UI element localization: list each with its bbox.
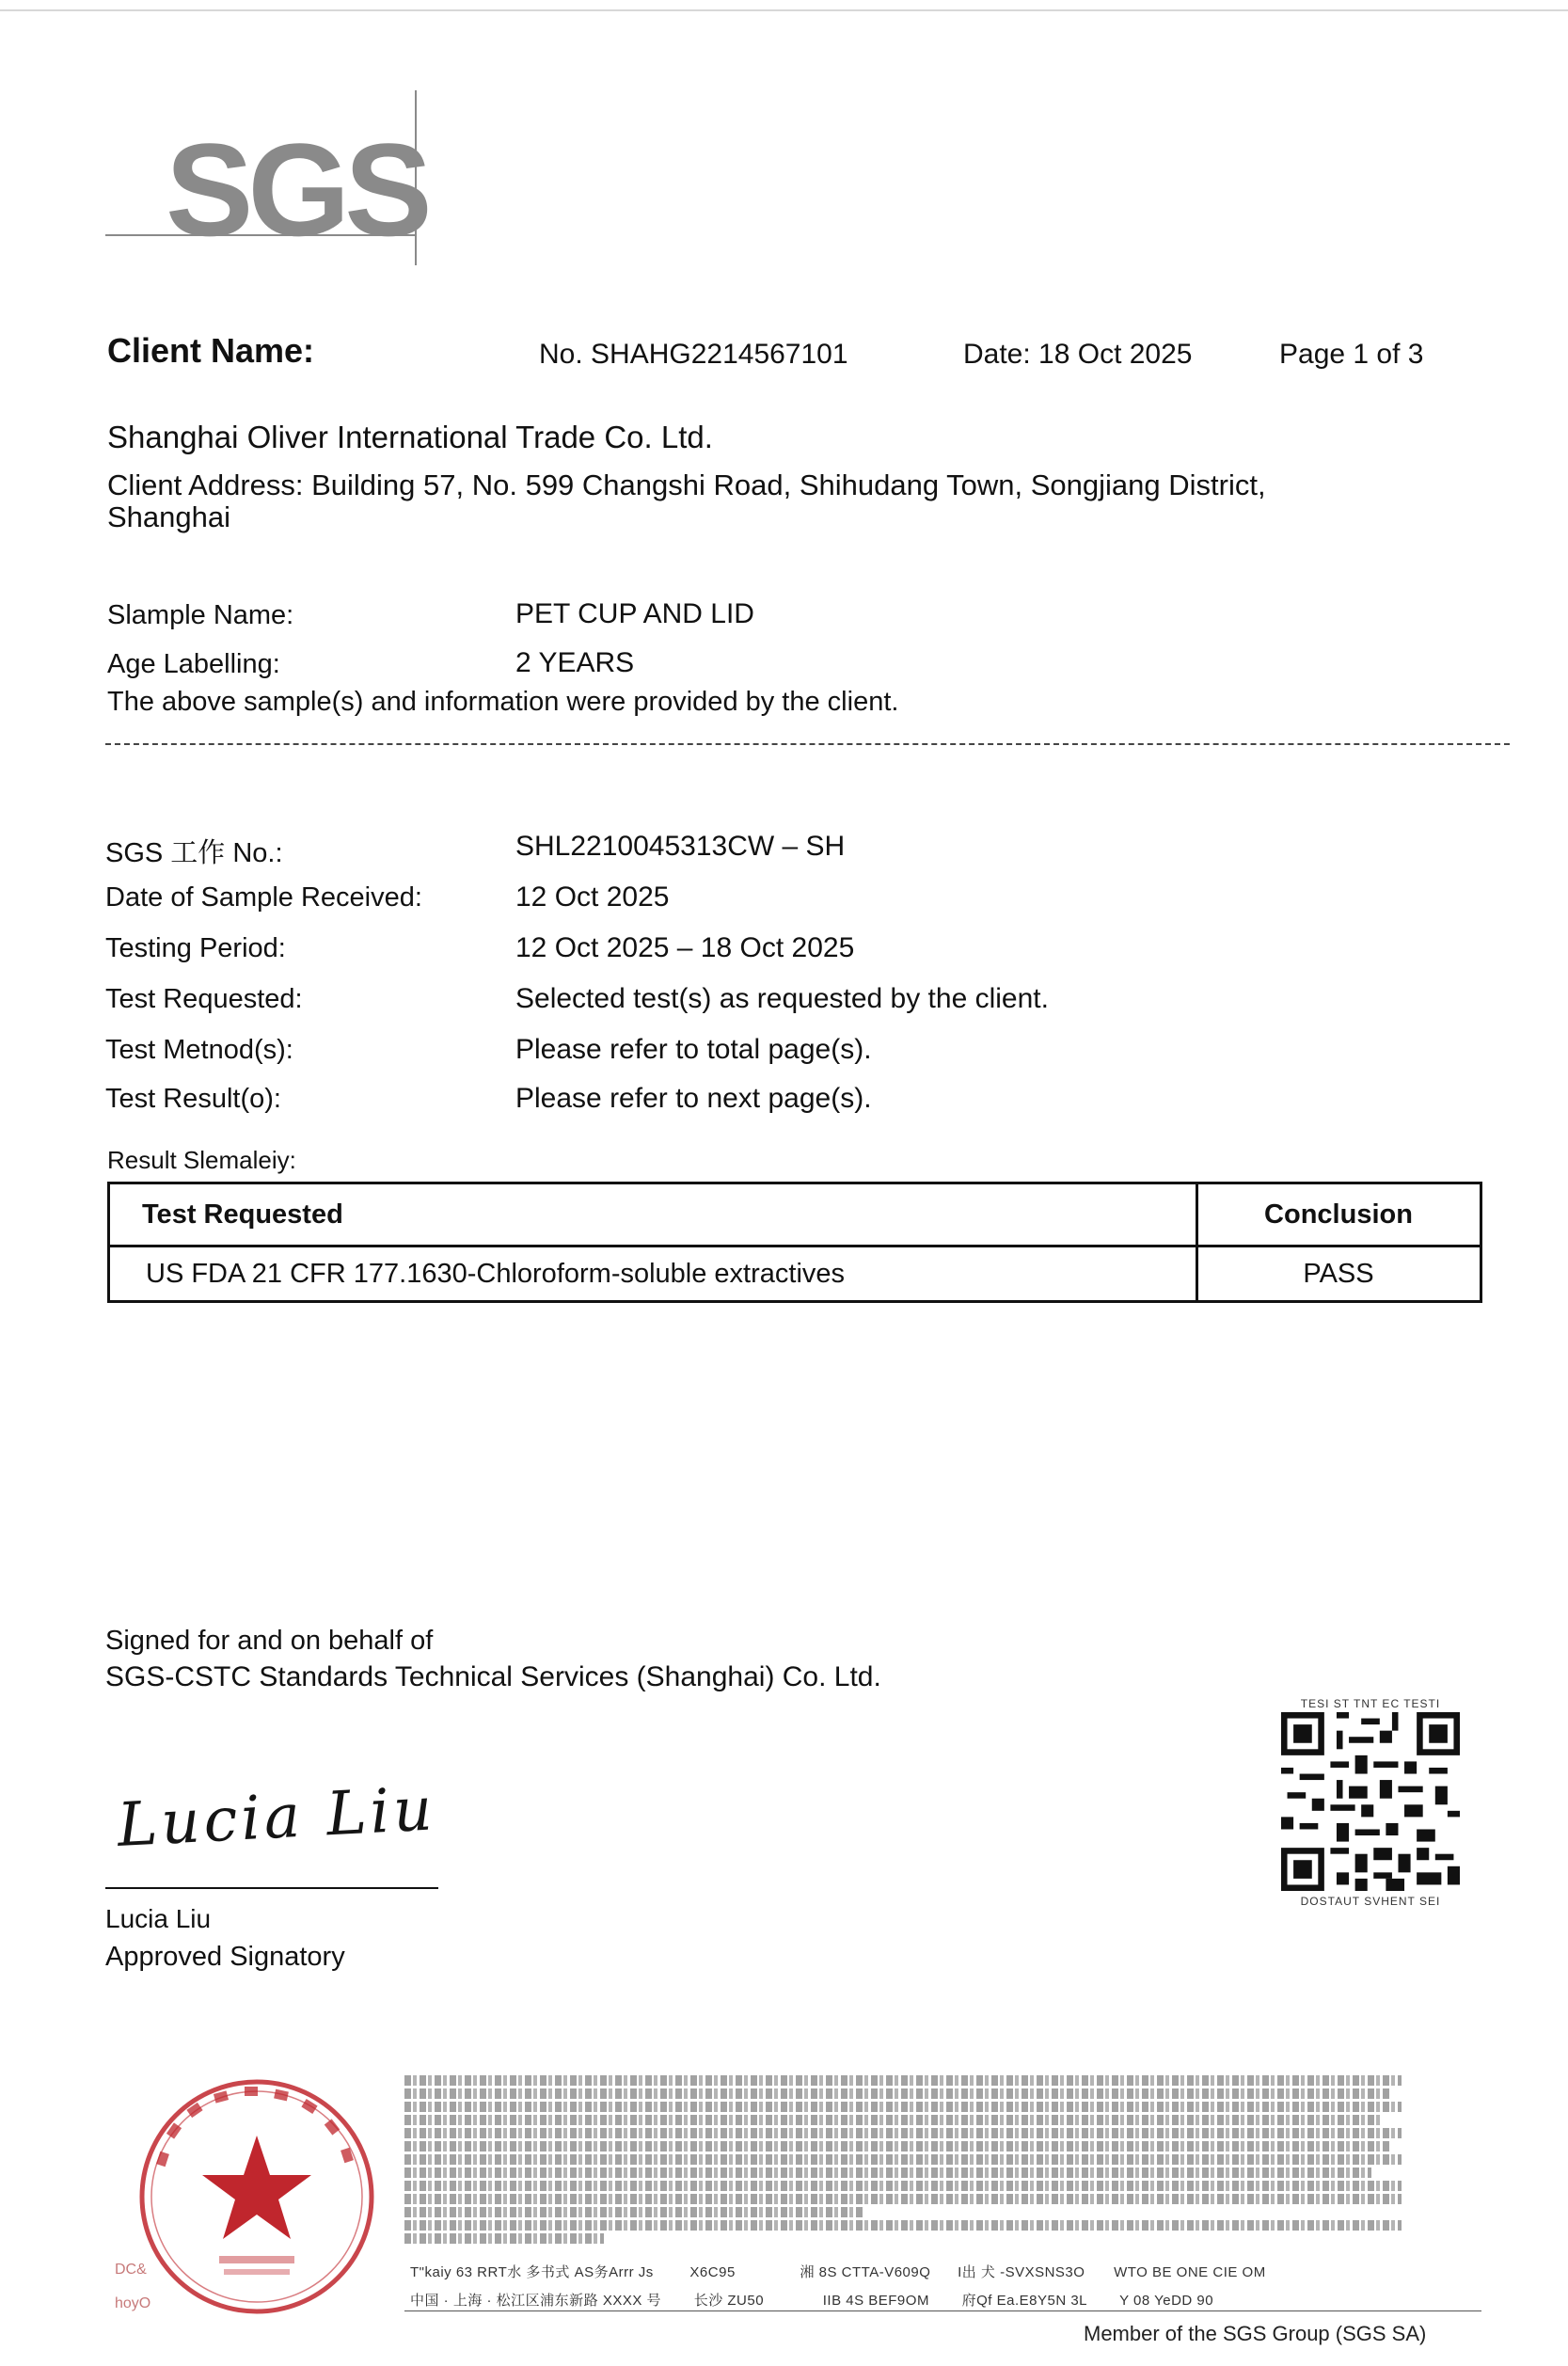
age-labelling-value: 2 YEARS bbox=[515, 647, 635, 678]
stamp-side-text: DC& bbox=[115, 2262, 147, 2278]
detail-label: Test Metnod(s): bbox=[105, 1035, 293, 1065]
page-top-edge bbox=[0, 9, 1568, 11]
footer-cell: 湘 8S CTTA-V609Q bbox=[800, 2264, 931, 2280]
footer-cell: T"kaiy 63 RRT水 多书式 AS务Arrr Js bbox=[410, 2264, 654, 2280]
result-summary-table bbox=[107, 1182, 1482, 1303]
detail-value: 12 Oct 2025 bbox=[515, 881, 670, 913]
page-indicator: Page 1 of 3 bbox=[1279, 339, 1424, 370]
detail-label: Testing Period: bbox=[105, 933, 286, 963]
signing-company: SGS-CSTC Standards Technical Services (Shanghai) Co. Ltd. bbox=[105, 1661, 881, 1692]
footer-rule bbox=[404, 2310, 1481, 2311]
detail-value: SHL2210045313CW – SH bbox=[515, 831, 846, 862]
table-row bbox=[109, 1247, 1481, 1302]
stamp-side-text: hoyO bbox=[115, 2295, 151, 2311]
signatory-name: Lucia Liu bbox=[105, 1904, 212, 1933]
terms-fine-print bbox=[404, 2075, 1402, 2247]
footer-address-row1 bbox=[410, 2262, 1266, 2281]
sample-name-label: Slample Name: bbox=[107, 600, 294, 630]
qr-caption-top: TESI ST TNT EC TESTI bbox=[1300, 1697, 1441, 1710]
table-header-row bbox=[109, 1183, 1481, 1247]
sgs-logo bbox=[105, 87, 425, 275]
footer-cell: 府Qf Ea.E8Y5N 3L bbox=[961, 2293, 1087, 2309]
signature-line bbox=[105, 1887, 438, 1889]
footer-cell: 长沙 ZU50 bbox=[693, 2293, 765, 2309]
footer-cell: Y 08 YeDD 90 bbox=[1119, 2293, 1214, 2309]
client-address-city: Shanghai bbox=[107, 500, 231, 533]
footer-cell: 中国 · 上海 · 松江区浦东新路 XXXX 号 bbox=[410, 2293, 662, 2309]
age-labelling-label: Age Labelling: bbox=[107, 649, 280, 679]
detail-label: SGS 工作 No.: bbox=[105, 838, 283, 868]
client-address: Client Address: Building 57, No. 599 Changshi Road, Shihudang Town, Songjiang District, bbox=[107, 468, 1266, 501]
detail-label: Test Result(o): bbox=[105, 1084, 281, 1114]
footer-cell: I出 犬 -SVXSNS3O bbox=[958, 2264, 1085, 2280]
detail-value: Please refer to total page(s). bbox=[515, 1034, 872, 1065]
detail-value: Please refer to next page(s). bbox=[515, 1083, 872, 1114]
qr-caption-bottom: DOSTAUT SVHENT SEI bbox=[1300, 1895, 1441, 1908]
test-requested-cell: US FDA 21 CFR 177.1630-Chloroform-soluble extractives bbox=[109, 1247, 1197, 1302]
conclusion-cell: PASS bbox=[1197, 1247, 1481, 1302]
footer-cell: WTO BE ONE CIE OM bbox=[1114, 2264, 1266, 2280]
section-divider bbox=[105, 743, 1510, 745]
report-date: Date: 18 Oct 2025 bbox=[963, 339, 1193, 370]
footer-cell: X6C95 bbox=[689, 2264, 736, 2280]
sgs-group-membership: Member of the SGS Group (SGS SA) bbox=[1084, 2322, 1427, 2345]
handwritten-signature bbox=[113, 1769, 438, 1872]
result-summary-label: Result Slemaleiy: bbox=[107, 1146, 296, 1174]
footer-cell: IIB 4S BEF9OM bbox=[822, 2293, 929, 2309]
detail-label: Test Requested: bbox=[105, 984, 303, 1014]
signature-script: Lucia Liu bbox=[115, 1774, 438, 1861]
company-seal-stamp bbox=[130, 2070, 384, 2324]
qr-code-icon bbox=[1281, 1712, 1460, 1891]
footer-address-row2 bbox=[410, 2290, 1213, 2310]
report-number: No. SHAHG2214567101 bbox=[539, 339, 848, 370]
column-header-test: Test Requested bbox=[109, 1183, 1197, 1247]
sample-provided-note: The above sample(s) and information were provided by the client. bbox=[107, 687, 899, 717]
detail-value: 12 Oct 2025 – 18 Oct 2025 bbox=[515, 932, 855, 963]
detail-label: Date of Sample Received: bbox=[105, 882, 422, 913]
sgs-logo-text: SGS bbox=[166, 116, 427, 263]
sample-name-value: PET CUP AND LID bbox=[515, 598, 754, 629]
client-name-label: Client Name: bbox=[107, 331, 315, 370]
signatory-title: Approved Signatory bbox=[105, 1942, 345, 1972]
client-company-name: Shanghai Oliver International Trade Co. Ltd. bbox=[107, 420, 713, 454]
column-header-conclusion: Conclusion bbox=[1197, 1183, 1481, 1247]
detail-value: Selected test(s) as requested by the client. bbox=[515, 983, 1049, 1014]
signed-for-line: Signed for and on behalf of bbox=[105, 1626, 434, 1656]
